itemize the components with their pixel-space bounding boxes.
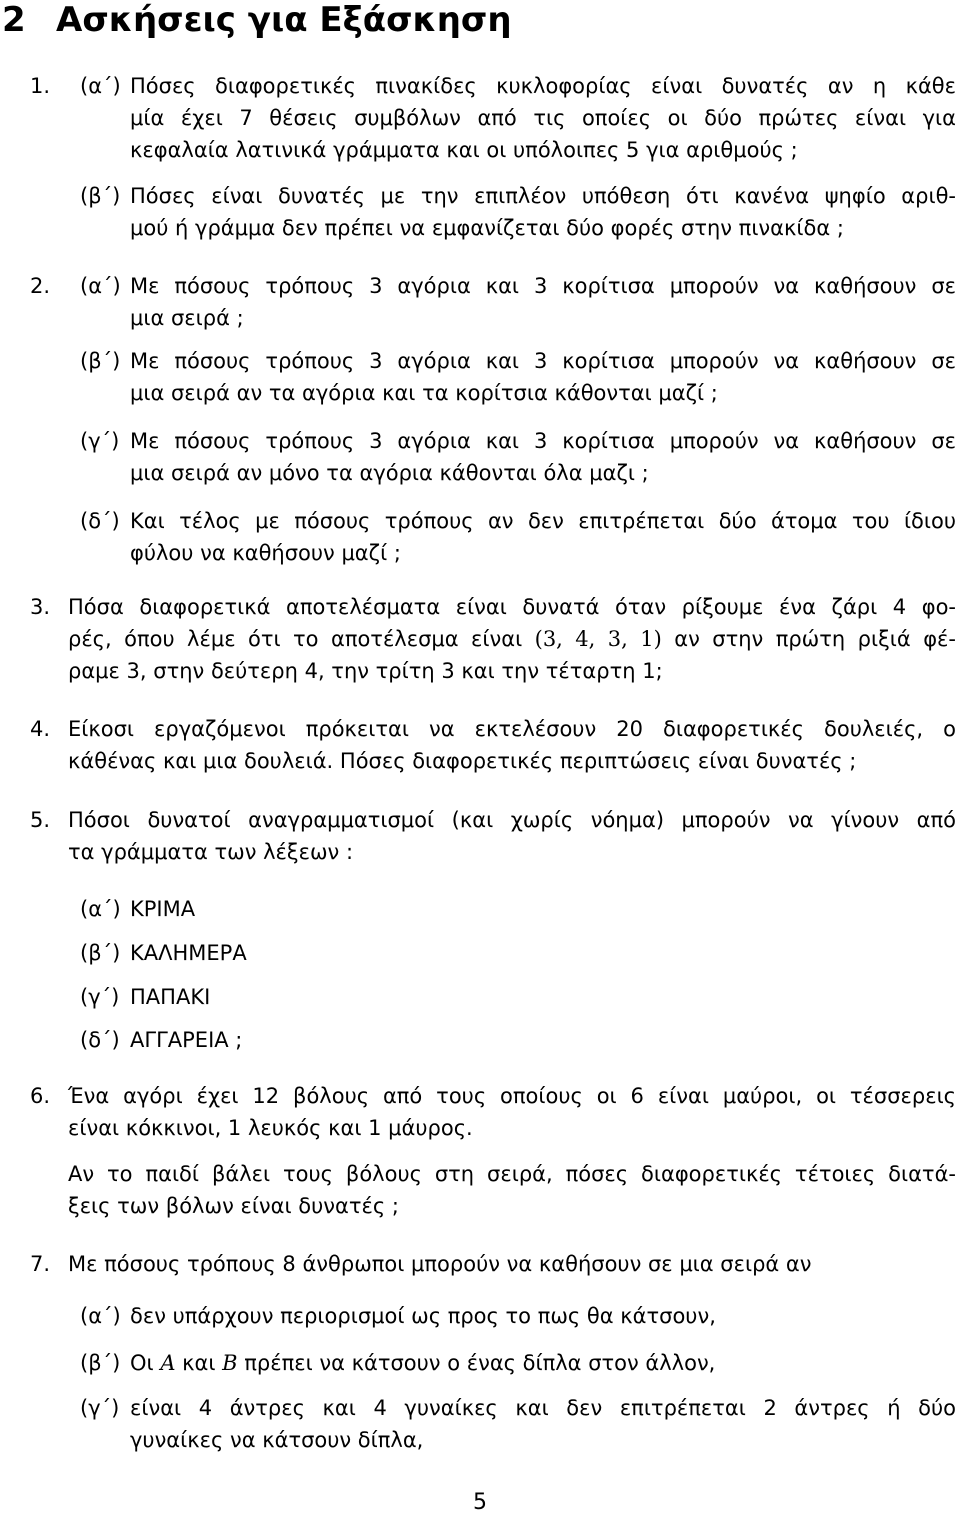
exercise-2c-text: Με πόσους τρόπους 3 αγόρια και 3 κορίτισα μπορούν να καθήσουν σε μια σειρά αν μόνο τα αγόρια κάθονται όλα μαζι ; xyxy=(130,429,956,485)
word-item: ΠΑΠΑΚΙ xyxy=(130,985,211,1009)
sub-label: (γ΄) xyxy=(80,1396,120,1420)
exercise-number: 5. xyxy=(30,808,51,832)
exercise-number: 1. xyxy=(30,74,51,98)
exercise-number: 7. xyxy=(30,1252,51,1276)
page-number: 5 xyxy=(473,1490,487,1515)
sub-label: (δ΄) xyxy=(80,1028,120,1052)
section-number: 2 xyxy=(2,0,26,40)
exercise-6-text-2: Αν το παιδί βάλει τους βόλους στη σειρά, πόσες διαφορετικές τέτοιες διατά- ξεις των βόλων είναι δυνατές ; xyxy=(68,1162,956,1218)
sub-label: (α΄) xyxy=(80,274,121,298)
sub-label: (β΄) xyxy=(80,941,121,965)
exercise-7a-text: δεν υπάρχουν περιορισμοί ως προς το πως θα κάτσουν, xyxy=(130,1304,716,1328)
exercise-number: 6. xyxy=(30,1084,51,1108)
exercise-7b-text: Οι A και B πρέπει να κάτσουν ο ένας δίπλα στον άλλον, xyxy=(130,1351,716,1375)
word-item: ΚΑΛΗΜΕΡΑ xyxy=(130,941,247,965)
sub-label: (γ΄) xyxy=(80,429,120,453)
exercise-2a-text: Με πόσους τρόπους 3 αγόρια και 3 κορίτισα μπορούν να καθήσουν σε μια σειρά ; xyxy=(130,274,956,330)
sub-label: (δ΄) xyxy=(80,509,120,533)
exercise-number: 3. xyxy=(30,595,51,619)
exercise-7c-text: είναι 4 άντρες και 4 γυναίκες και δεν επιτρέπεται 2 άντρες ή δύο γυναίκες να κάτσουν δίπλα, xyxy=(130,1396,956,1452)
sub-label: (α΄) xyxy=(80,1304,121,1328)
exercise-2d-text: Και τέλος με πόσους τρόπους αν δεν επιτρέπεται δύο άτομα του ίδιου φύλου να καθήσουν μαζί ; xyxy=(130,509,956,565)
exercise-1b-text: Πόσες είναι δυνατές με την επιπλέον υπόθεση ότι κανένα ψηφίο αριθ- μού ή γράμμα δεν πρέπει να εμφανίζεται δύο φορές στην πινακίδα ; xyxy=(130,184,956,240)
sub-label: (α΄) xyxy=(80,74,121,98)
exercise-number: 4. xyxy=(30,717,51,741)
sub-label: (β΄) xyxy=(80,349,121,373)
sub-label: (β΄) xyxy=(80,1351,121,1375)
word-item: ΚΡΙΜΑ xyxy=(130,897,196,921)
section-heading xyxy=(2,0,512,40)
exercise-3-text: Πόσα διαφορετικά αποτελέσματα είναι δυνατά όταν ρίξουμε ένα ζάρι 4 φο- ρές, όπου λέμε ότι το αποτέλεσμα είναι (3, 4, 3, 1) αν στην πρώτη ριξιά φέ- ραμε 3, στην δεύτερη 4, την τρίτη 3 και την τέταρτη 1; xyxy=(68,595,956,683)
exercise-number: 2. xyxy=(30,274,51,298)
exercise-4-text: Είκοσι εργαζόμενοι πρόκειται να εκτελέσουν 20 διαφορετικές δουλειές, ο κάθένας και μια δουλειά. Πόσες διαφορετικές περιπτώσεις είναι δυνατές ; xyxy=(68,717,956,773)
exercise-6-text: Ένα αγόρι έχει 12 βόλους από τους οποίους οι 6 είναι μαύροι, οι τέσσερεις είναι κόκκινοι, 1 λευκός και 1 μάυρος. xyxy=(68,1084,956,1140)
exercise-5-text: Πόσοι δυνατοί αναγραμματισμοί (και χωρίς νόημα) μπορούν να γίνουν από τα γράμματα των λέξεων : xyxy=(68,808,956,864)
exercise-1a-text: Πόσες διαφορετικές πινακίδες κυκλοφορίας είναι δυνατές αν η κάθε μία έχει 7 θέσεις συμβόλων από τις οποίες οι δύο πρώτες είναι για κεφαλαία λατινικά γράμματα και οι υπόλοιπες 5 για αριθμούς ; xyxy=(130,74,956,162)
exercise-7-text: Με πόσους τρόπους 8 άνθρωποι μπορούν να καθήσουν σε μια σειρά αν xyxy=(68,1252,812,1276)
math-var-b: B xyxy=(222,1351,238,1375)
section-title: Ασκήσεις για Εξάσκηση xyxy=(56,0,512,40)
sub-label: (α΄) xyxy=(80,897,121,921)
exercise-2b-text: Με πόσους τρόπους 3 αγόρια και 3 κορίτισα μπορούν να καθήσουν σε μια σειρά αν τα αγόρια και τα κορίτσια κάθονται μαζί ; xyxy=(130,349,956,405)
math-var-a: A xyxy=(160,1351,176,1375)
sub-label: (γ΄) xyxy=(80,985,120,1009)
word-item: ΑΓΓΑΡΕΙΑ ; xyxy=(130,1028,243,1052)
math-tuple: (3, 4, 3, 1) xyxy=(534,627,662,651)
sub-label: (β΄) xyxy=(80,184,121,208)
